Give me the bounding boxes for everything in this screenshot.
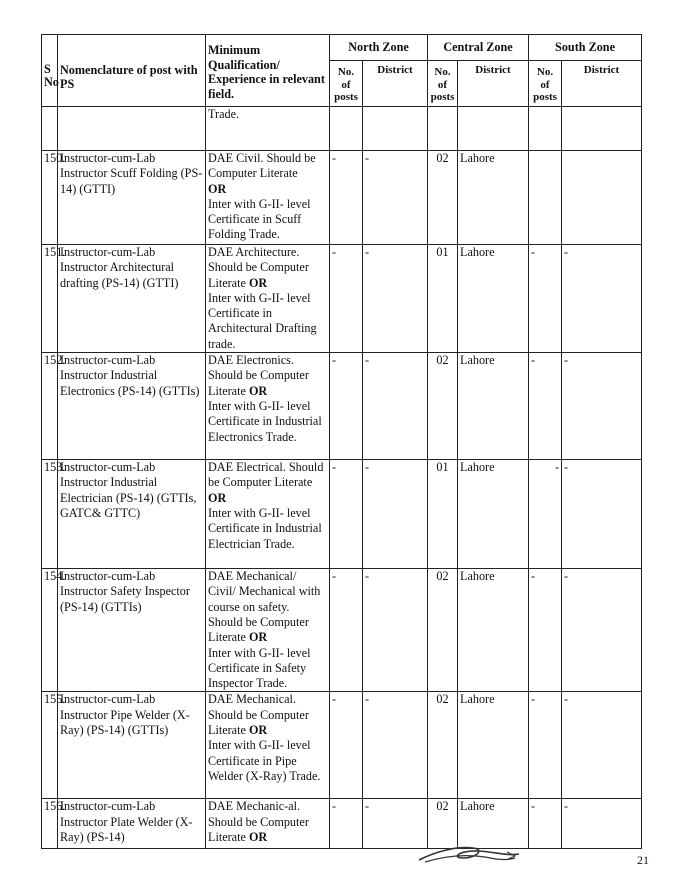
header-central-posts: No. of posts [428, 61, 458, 107]
central-district: Lahore [458, 353, 529, 460]
qualification-cell: DAE Electrical. Should be Computer Literate OR Inter with G-II- level Certificate in Industrial Electrician Trade. [206, 460, 330, 569]
qualification-cell: DAE Mechanical. Should be Computer Literate OR Inter with G-II- level Certificate in Pipe Welder (X-Ray) Trade. [206, 692, 330, 799]
central-posts: 02 [428, 692, 458, 799]
central-district: Lahore [458, 151, 529, 245]
central-posts: 02 [428, 151, 458, 245]
table-row [42, 692, 642, 799]
header-north-posts: No. of posts [330, 61, 363, 107]
north-district: - [363, 353, 428, 460]
header-qualification: Minimum Qualification/ Experience in relevant field. [206, 35, 330, 107]
central-district: Lahore [458, 245, 529, 353]
signature-icon [415, 838, 525, 868]
post-cell: Instructor-cum-Lab Instructor Industrial Electrician (PS-14) (GTTIs, GATC& GTTC) [58, 460, 206, 569]
qualification-cell: DAE Electronics. Should be Computer Literate OR Inter with G-II- level Certificate in Industrial Electronics Trade. [206, 353, 330, 460]
post-cell: Instructor-cum-Lab Instructor Architectural drafting (PS-14) (GTTI) [58, 245, 206, 353]
north-district: - [363, 692, 428, 799]
south-posts: - [529, 245, 562, 353]
row-sno: 155. [42, 692, 58, 799]
central-posts: 01 [428, 460, 458, 569]
header-south-zone: South Zone [529, 35, 642, 61]
south-district: - [562, 245, 642, 353]
central-posts: 02 [428, 799, 458, 849]
table-row [42, 245, 642, 353]
north-posts: - [330, 569, 363, 692]
central-posts: 01 [428, 245, 458, 353]
row-sno: 151. [42, 245, 58, 353]
page-number: 21 [637, 853, 649, 867]
south-posts: - [529, 692, 562, 799]
header-south-district: District [562, 61, 642, 107]
row-sno: 150. [42, 151, 58, 245]
south-posts: - [529, 460, 562, 569]
post-cell: Instructor-cum-Lab Instructor Industrial Electronics (PS-14) (GTTIs) [58, 353, 206, 460]
qualification-cell: DAE Mechanical/ Civil/ Mechanical with course on safety. Should be Computer Literate OR Inter with G-II- level Certificate in Safety Inspector Trade. [206, 569, 330, 692]
south-posts: - [529, 569, 562, 692]
post-cell: Instructor-cum-Lab Instructor Safety Inspector (PS-14) (GTTIs) [58, 569, 206, 692]
south-district: - [562, 569, 642, 692]
north-district: - [363, 460, 428, 569]
header-north-district: District [363, 61, 428, 107]
central-district: Lahore [458, 460, 529, 569]
south-district: - [562, 353, 642, 460]
table-row [42, 569, 642, 692]
north-posts: - [330, 353, 363, 460]
header-sno: S No [42, 35, 58, 107]
south-posts: - [529, 353, 562, 460]
header-north-zone: North Zone [330, 35, 428, 61]
central-district: Lahore [458, 569, 529, 692]
row-sno: 156. [42, 799, 58, 849]
header-nomenclature: Nomenclature of post with PS [58, 35, 206, 107]
qualification-cell: DAE Civil. Should be Computer Literate OR Inter with G-II- level Certificate in Scuff Folding Trade. [206, 151, 330, 245]
table-row [42, 151, 642, 245]
header-central-zone: Central Zone [428, 35, 529, 61]
central-posts: 02 [428, 569, 458, 692]
row-sno: 154. [42, 569, 58, 692]
qualification-cell: DAE Architecture. Should be Computer Literate OR Inter with G-II- level Certificate in Architectural Drafting trade. [206, 245, 330, 353]
central-district: Lahore [458, 692, 529, 799]
table-row [42, 107, 642, 151]
post-cell: Instructor-cum-Lab Instructor Plate Welder (X-Ray) (PS-14) [58, 799, 206, 849]
north-district: - [363, 245, 428, 353]
north-posts: - [330, 799, 363, 849]
south-district: - [562, 460, 642, 569]
table-row [42, 799, 642, 849]
row-sno: 152. [42, 353, 58, 460]
north-posts: - [330, 245, 363, 353]
north-posts: - [330, 151, 363, 245]
qualification-cell: DAE Mechanic-al. Should be Computer Literate OR [206, 799, 330, 849]
table-row [42, 353, 642, 460]
table-row [42, 460, 642, 569]
north-posts: - [330, 460, 363, 569]
posts-table [41, 34, 642, 849]
south-district: - [562, 692, 642, 799]
south-district [562, 151, 642, 245]
header-central-district: District [458, 61, 529, 107]
central-district: Lahore [458, 799, 529, 849]
central-posts: 02 [428, 353, 458, 460]
south-posts [529, 151, 562, 245]
south-posts: - [529, 799, 562, 849]
north-district: - [363, 569, 428, 692]
north-district: - [363, 799, 428, 849]
north-district: - [363, 151, 428, 245]
qualification-cell: Trade. [206, 107, 330, 151]
header-south-posts: No. of posts [529, 61, 562, 107]
north-posts: - [330, 692, 363, 799]
south-district: - [562, 799, 642, 849]
post-cell: Instructor-cum-Lab Instructor Pipe Welder (X-Ray) (PS-14) (GTTIs) [58, 692, 206, 799]
post-cell: Instructor-cum-Lab Instructor Scuff Folding (PS-14) (GTTI) [58, 151, 206, 245]
row-sno: 153. [42, 460, 58, 569]
